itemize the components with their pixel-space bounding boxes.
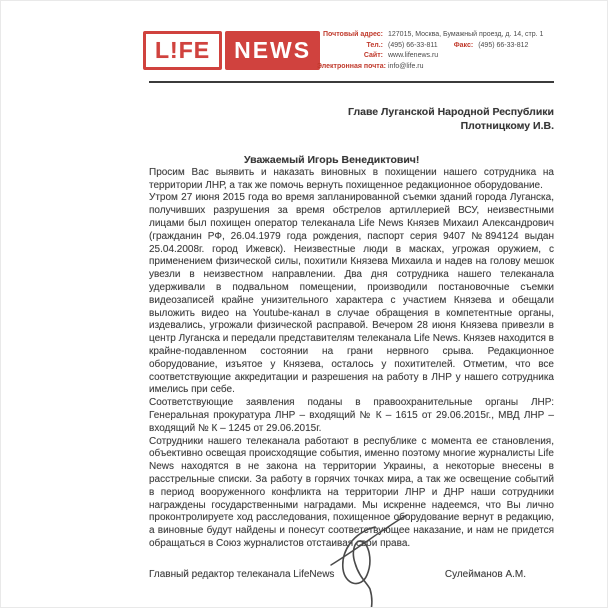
recipient-block: [149, 105, 554, 133]
header-divider: [149, 81, 554, 83]
signature-role: Главный редактор телеканала LifeNews: [149, 568, 335, 580]
site-value: www.lifenews.ru: [388, 52, 439, 59]
contact-phone-row: [317, 41, 597, 52]
signature-name: Сулейманов А.М.: [444, 568, 526, 580]
salutation: Уважаемый Игорь Венедиктович!: [244, 154, 420, 166]
paragraph-request: Просим Вас выявить и наказать виновных в похищении нашего сотрудника на территории ЛНР, а так же помочь вернуть похищенное редакционное оборудование.: [149, 166, 554, 191]
handwritten-signature: [317, 511, 409, 608]
letter-body: [149, 97, 554, 582]
paragraph-incident: Утром 27 июня 2015 года во время запланированной съемки зданий города Луганска, получивших разрушения за время обстрелов артиллерией ВСУ, неизвестными лицами был похищен оператор телеканала Life News Князев Михаил Александрович (гражданин РФ, 26.04.1979 года рождения, паспорт серия 9407 №894124 выдан 25.04.2008г. город Ижевск). Неизвестные люди в масках, угрожая оружием, с применением физической силы, похитили Князева Михаила и надев на голову мешок увезли в неизвестном направлении. Два дня сотрудника нашего телеканала удерживали в подвальном помещении, производили постановочные съемки видеозаписей крайне унизительного характера с участием Князева и обещали выложить видео на Youtube-канал в случае обращения в компетентные органы, издевались, угрожали физической расправой. Вечером 28 июня Князева привезли в центр Луганска и передали представителям телеканала Life News. Князев находится в крайне-подавленном состоянии на грани нервного срыва. Редакционное оборудование, изъятое у Князева, осталось у похитителей. Отметим, что все соответствующие аккредитации и разрешения на работу в ЛНР у нашего сотрудника имелись при себе.: [149, 192, 554, 396]
paragraph-statements: Соответствующие заявления поданы в правоохранительные органы ЛНР: Генеральная прокуратура ЛНР – входящий № К – 1615 от 29.06.2015г., МВД ЛНР – входящий № К – 1245 от 29.06.2015г.: [149, 397, 554, 434]
fax-value: (495) 66-33-812: [478, 41, 529, 49]
logo-life-box: L!FE: [143, 31, 222, 70]
recipient-line-2: Плотницкому И.В.: [460, 120, 554, 132]
address-value: 127015, Москва, Бумажный проезд, д. 14, стр. 1: [388, 31, 544, 38]
recipient-line-1: Главе Луганской Народной Республики: [348, 106, 554, 118]
contact-address-row: [317, 30, 597, 41]
site-label: Сайт:: [363, 52, 383, 59]
email-label: Электронная почта:: [317, 62, 386, 70]
lifenews-logo: [143, 31, 320, 70]
signature-block: [149, 569, 554, 582]
logo-news-box: NEWS: [225, 31, 320, 70]
paragraph-closing: Сотрудники нашего телеканала работают в республике с момента ее становления, объективно освещая происходящие события, именно поэтому многие журналисты Life News находятся в не закона на территории Украины, а некоторые внесены в расстрельные списки. За работу в горячих точках мира, а так же освещение событий в период вооруженного конфликта на территории ЛНР и ДНР наши сотрудники награждены государственными наградами. Мы искренне надеемся, что Вы лично проконтролируете ход расследования, похищенное оборудование вернут в редакцию, а виновные будут найдены и понесут соответствующее наказание, и нам не придется обращаться в Союз журналистов отстаивая свои права.: [149, 435, 554, 549]
contact-email-row: [317, 62, 597, 73]
contact-info-block: [317, 30, 597, 72]
email-value: info@life.ru: [388, 62, 424, 70]
phone-value: (495) 66-33-811: [388, 41, 438, 49]
contact-site-row: [317, 51, 597, 62]
phone-label: Тел.:: [366, 41, 383, 49]
address-label: Почтовый адрес:: [323, 31, 383, 38]
fax-label: Факс:: [453, 41, 474, 49]
